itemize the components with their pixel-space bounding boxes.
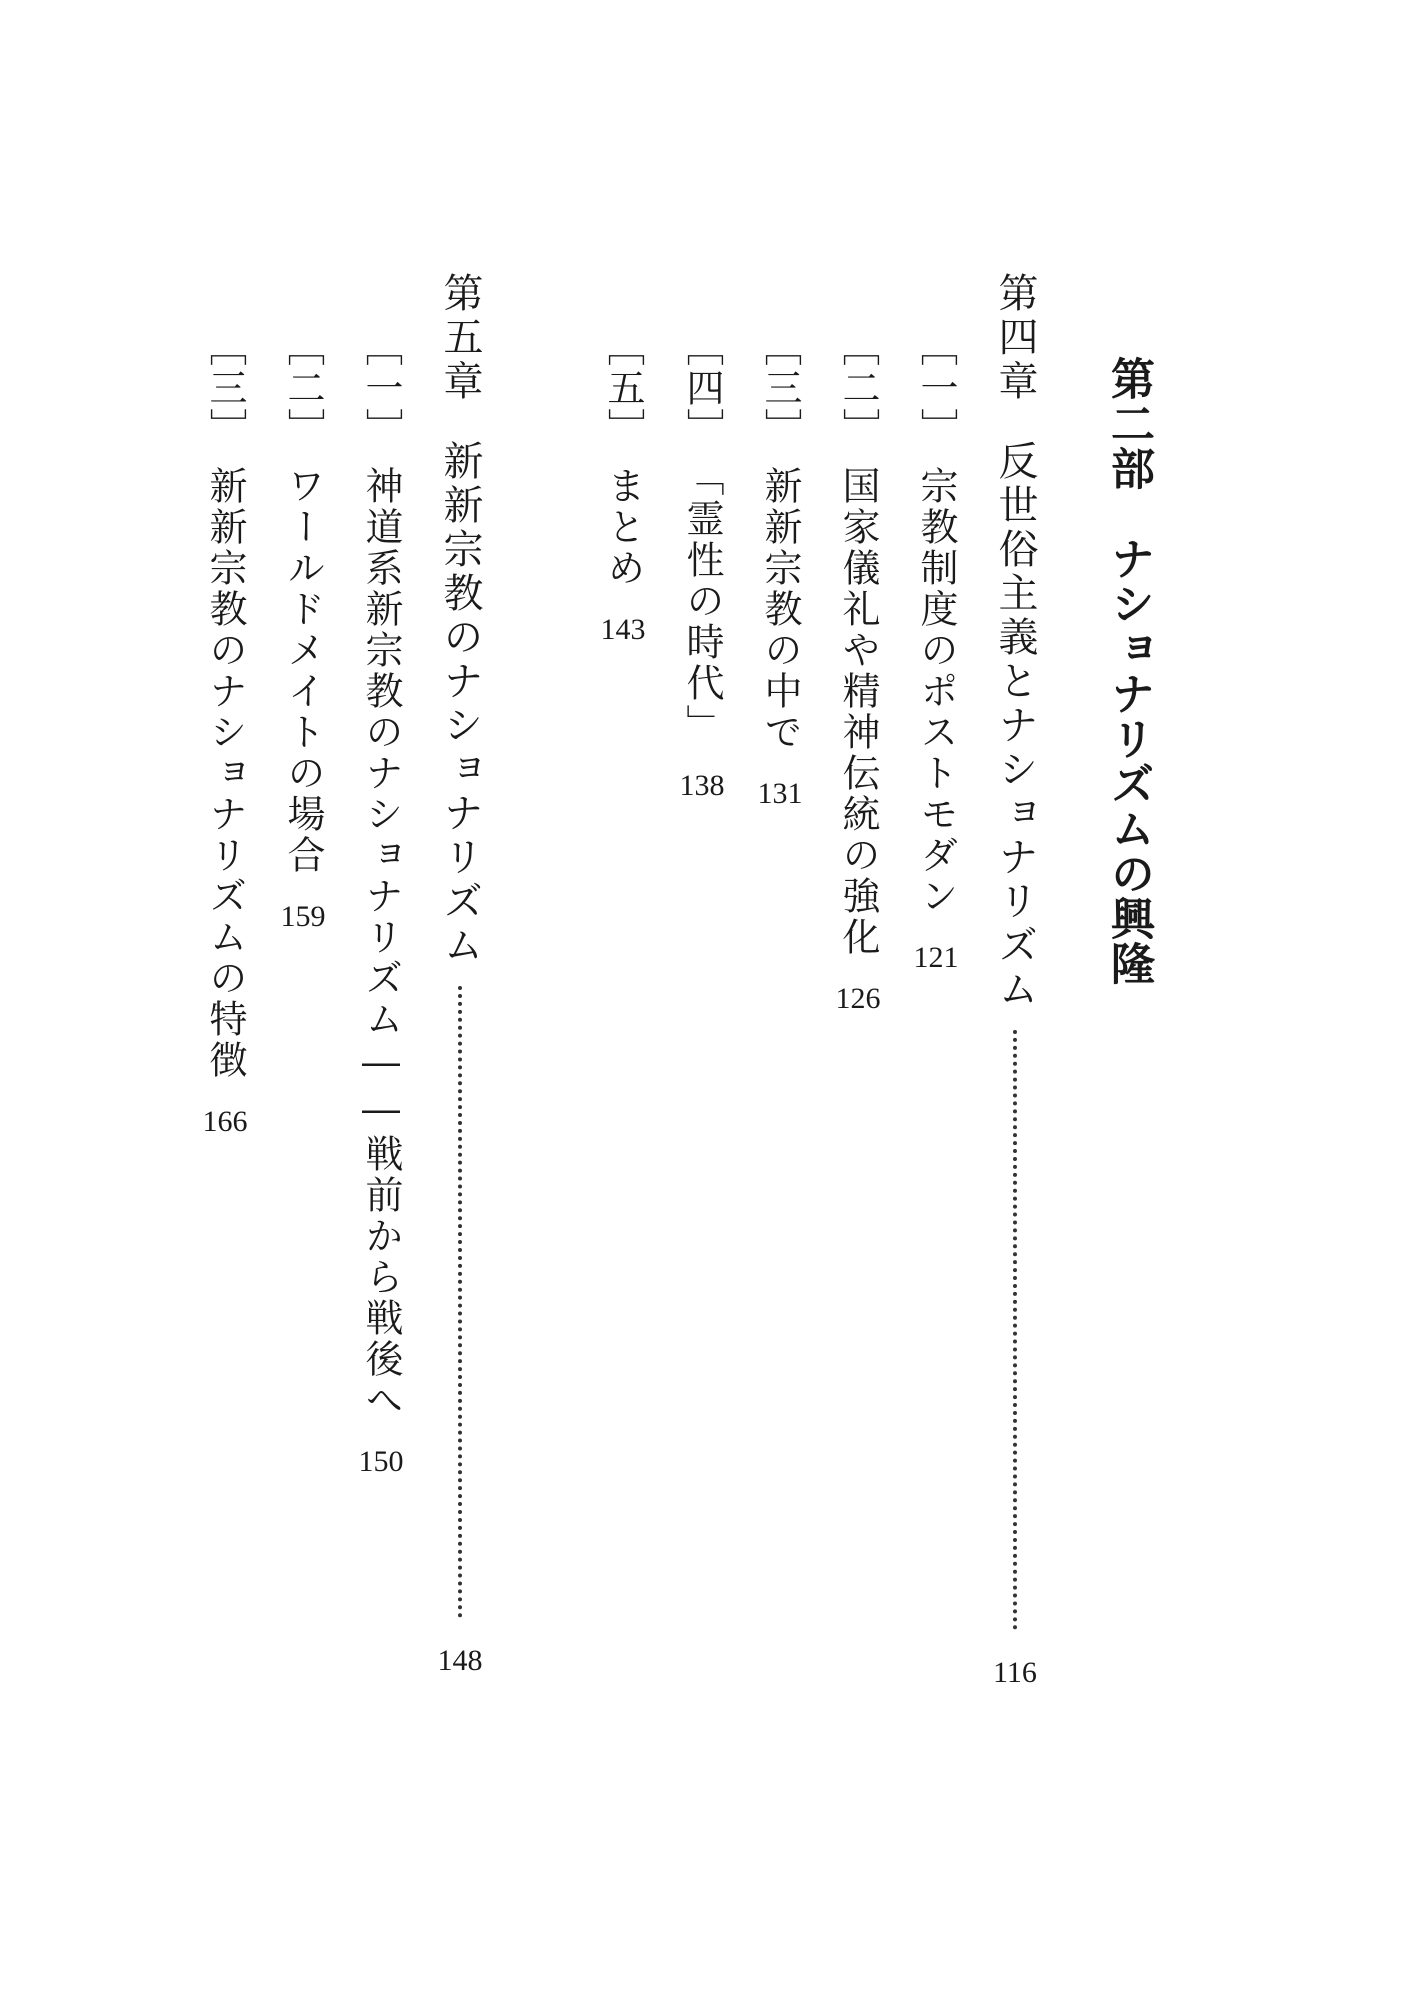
chapter-title: 新新宗教のナショナリズム — [437, 440, 483, 968]
toc-section[interactable] — [190, 328, 260, 1137]
section-title: 新新宗教の中で — [758, 466, 802, 753]
toc-section[interactable] — [268, 328, 338, 932]
page-number: 116 — [993, 1656, 1037, 1689]
page-number: 148 — [437, 1644, 483, 1677]
part-title-column — [1098, 356, 1158, 986]
page-number: 126 — [835, 982, 881, 1015]
section-marker: ［二］ — [836, 328, 880, 448]
page-number: 159 — [280, 900, 326, 933]
section-marker: ［一］ — [359, 328, 403, 448]
toc-section[interactable] — [667, 328, 737, 801]
chapter-label: 第四章 — [992, 272, 1038, 404]
page-number: 131 — [757, 777, 803, 810]
toc-chapter-4[interactable] — [980, 272, 1050, 1750]
toc-section[interactable] — [346, 328, 416, 1477]
section-marker: ［五］ — [601, 328, 645, 448]
section-marker: ［四］ — [680, 328, 724, 448]
toc-section[interactable] — [745, 328, 815, 809]
section-title: 新新宗教のナショナリズムの特徴 — [203, 466, 247, 1081]
section-title: 「霊性の時代」 — [680, 458, 724, 745]
page-number: 166 — [202, 1105, 248, 1138]
chapter-title: 反世俗主義とナショナリズム — [992, 440, 1038, 1012]
toc-section[interactable] — [901, 328, 971, 973]
part-title: 第二部 ナショナリズムの興隆 — [1103, 356, 1154, 986]
section-marker: ［三］ — [758, 328, 802, 448]
section-marker: ［二］ — [281, 328, 325, 448]
section-title: 神道系新宗教のナショナリズム――戦前から戦後へ — [359, 466, 403, 1421]
dot-leader — [458, 986, 462, 1618]
toc-section[interactable] — [823, 328, 893, 1014]
chapter-label: 第五章 — [437, 272, 483, 404]
toc-chapter-5[interactable] — [425, 272, 495, 1750]
section-title: ワールドメイトの場合 — [281, 466, 325, 876]
dot-leader — [1013, 1030, 1017, 1630]
section-marker: ［三］ — [203, 328, 247, 448]
page-number: 143 — [600, 613, 646, 646]
page-number: 138 — [679, 769, 725, 802]
page-number: 150 — [358, 1445, 404, 1478]
section-title: まとめ — [601, 466, 645, 589]
toc-section[interactable] — [588, 328, 658, 645]
page-number: 121 — [913, 941, 959, 974]
section-title: 宗教制度のポストモダン — [914, 466, 958, 917]
section-marker: ［一］ — [914, 328, 958, 448]
section-title: 国家儀礼や精神伝統の強化 — [836, 466, 880, 958]
